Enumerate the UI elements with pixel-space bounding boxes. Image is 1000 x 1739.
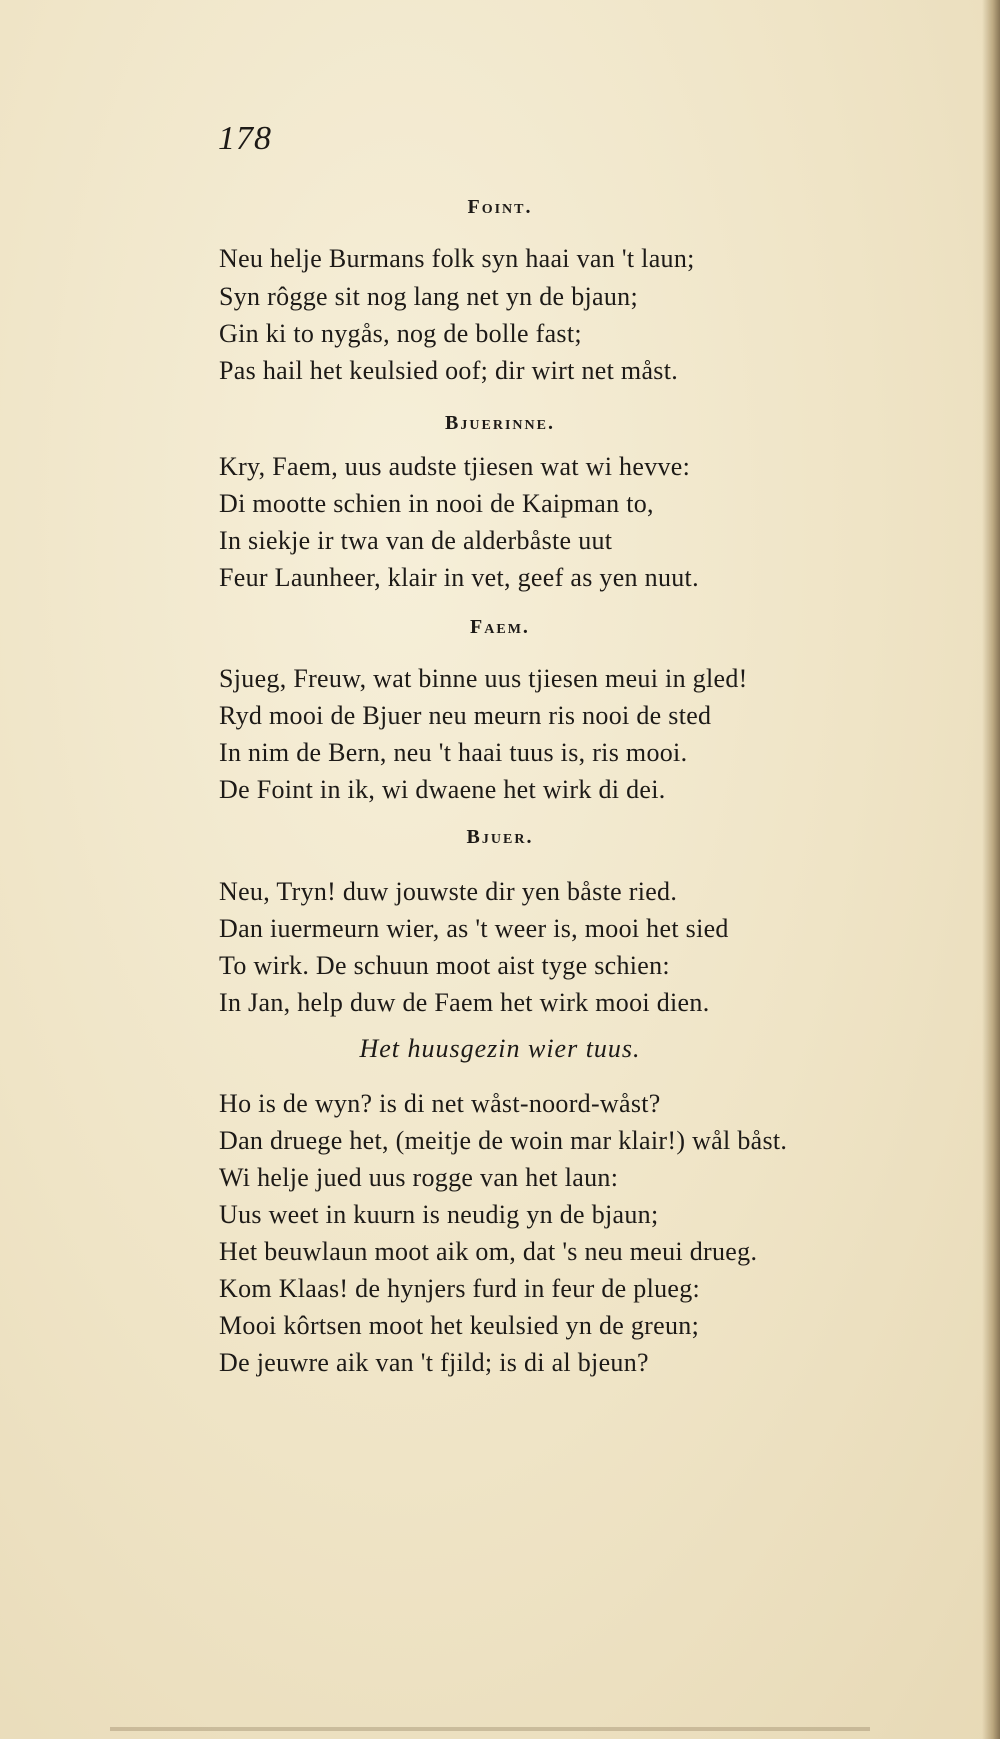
verse-line: De jeuwre aik van 't fjild; is di al bjeun? <box>219 1348 649 1377</box>
speaker-heading-bjuerinne: Bjuerinne. <box>445 412 555 434</box>
verse-line: In nim de Bern, neu 't haai tuus is, ris mooi. <box>219 738 688 767</box>
verse-line: Syn rôgge sit nog lang net yn de bjaun; <box>219 282 638 311</box>
verse-line: In Jan, help duw de Faem het wirk mooi dien. <box>219 988 710 1017</box>
stage-direction: Het huusgezin wier tuus. <box>359 1034 641 1063</box>
verse-line: Ho is de wyn? is di net wåst-noord-wåst? <box>219 1089 661 1118</box>
verse-line: Uus weet in kuurn is neudig yn de bjaun; <box>219 1200 659 1229</box>
verse-line: Neu, Tryn! duw jouwste dir yen båste ried. <box>219 877 678 906</box>
verse-line: Dan druege het, (meitje de woin mar klair!) wål båst. <box>219 1126 788 1155</box>
verse-line: Neu helje Burmans folk syn haai van 't laun; <box>219 244 695 273</box>
verse-line: Dan iuermeurn wier, as 't weer is, mooi het sied <box>219 914 729 943</box>
verse-line: Ryd mooi de Bjuer neu meurn ris nooi de sted <box>219 701 712 730</box>
page-number: 178 <box>218 120 272 157</box>
verse-line: Feur Launheer, klair in vet, geef as yen nuut. <box>219 563 699 592</box>
verse-line: Kry, Faem, uus audste tjiesen wat wi hevve: <box>219 452 691 481</box>
verse-line: Kom Klaas! de hynjers furd in feur de plueg: <box>219 1274 701 1303</box>
verse-line: Wi helje jued uus rogge van het laun: <box>219 1163 619 1192</box>
verse-line: Mooi kôrtsen moot het keulsied yn de greun; <box>219 1311 700 1340</box>
verse-line: Di mootte schien in nooi de Kaipman to, <box>219 489 654 518</box>
verse-line: Sjueg, Freuw, wat binne uus tjiesen meui in gled! <box>219 664 748 693</box>
speaker-heading-bjuer: Bjuer. <box>466 826 534 848</box>
verse-line: Gin ki to nygås, nog de bolle fast; <box>219 319 582 348</box>
speaker-heading-foint: Foint. <box>467 196 533 218</box>
verse-line: Pas hail het keulsied oof; dir wirt net måst. <box>219 356 679 385</box>
speaker-heading-faem: Faem. <box>470 616 530 638</box>
verse-line: To wirk. De schuun moot aist tyge schien: <box>219 951 670 980</box>
verse-line: Het beuwlaun moot aik om, dat 's neu meui drueg. <box>219 1237 758 1266</box>
verse-line: In siekje ir twa van de alderbåste uut <box>219 526 613 555</box>
verse-line: De Foint in ik, wi dwaene het wirk di dei. <box>219 775 666 804</box>
